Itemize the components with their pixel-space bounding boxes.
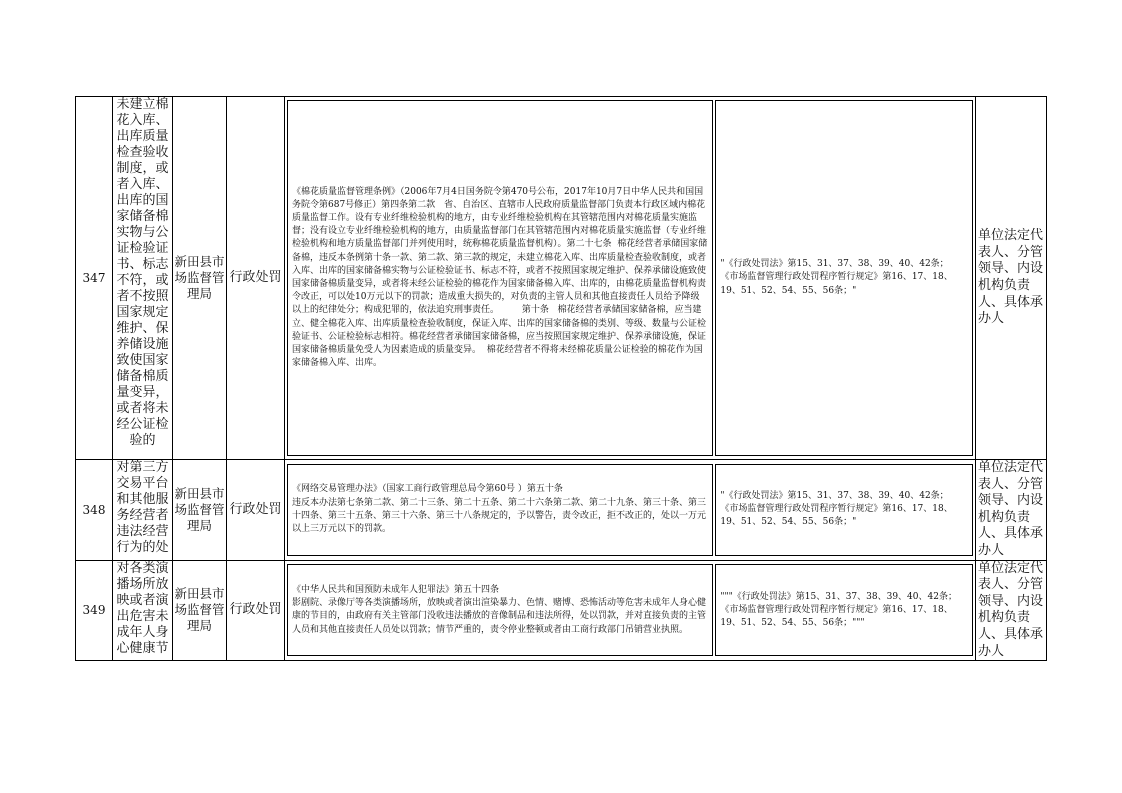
- table-row: [76, 97, 1047, 460]
- row-number: 347: [76, 97, 113, 460]
- action-type: 行政处罚: [227, 460, 285, 561]
- legal-basis: 《棉花质量监督管理条例》（2006年7月4日国务院令第470号公布，2017年10月7日中华人民共和国国务院令第687号修正）第四条第二款 省、自治区、直辖市人民政府质量监督部门负责本行政区域内棉花质量监督工作。设有专业纤维检验机构的地方，由专业纤维检验机构在其管辖范围内对棉花质量实施监督；没有设立专业纤维检验机构的地方，由质量监督部门在其管辖范围内对棉花质量实施监督（专业纤维检验机构和地方质量监督部门并列使用时，统称棉花质量监督机构）。第二十七条 棉花经营者承储国家储备棉，违反本条例第十条一款、第二款、第三款的规定，未建立棉花入库、出库质量检查验收制度，或者入库、出库的国家储备棉实物与公证检验证书、标志不符，或者不按照国家规定维护、保养承储设施致使国家储备棉质量变异，或者将未经公证检验的棉花作为国家储备棉入库、出库的，由棉花质量监督机构责令改正，可以处10万元以下的罚款；造成重大损失的，对负责的主管人员和其他直接责任人员给予降级以上的纪律处分；构成犯罪的，依法追究刑事责任。 第十条 棉花经营者承储国家储备棉，应当建立、健全棉花入库、出库质量检查验收制度，保证入库、出库的国家储备棉的类别、等级、数量与公证检验证书、公证检验标志相符。棉花经营者承储国家储备棉，应当按照国家规定维护、保养承储设施，保证国家储备棉质量免受人为因素造成的质量变异。 棉花经营者不得将未经棉花质量公证检验的棉花作为国家储备棉入库、出库。: [287, 100, 713, 456]
- item-name: 未建立棉花入库、出库质量检查验收制度，或者入库、出库的国家储备棉实物与公证检验证书、标志不符，或者不按照国家规定维护、保养储设施致使国家储备棉质量变异，或者将未经公证检验的: [116, 97, 169, 448]
- responsible-persons: 单位法定代表人、分管领导、内设机构负责人、具体承办人: [976, 97, 1047, 460]
- department: 新田县市场监督管理局: [173, 460, 227, 561]
- row-number: 348: [76, 460, 113, 561]
- legal-basis: 《中华人民共和国预防未成年人犯罪法》第五十四条 影剧院、录像厅等各类演播场所，放映或者演出渲染暴力、色情、赌博、恐怖活动等危害未成年人身心健康的节目的，由政府有关主管部门没收违法播放的音像制品和违法所得，处以罚款，并对直接负责的主管人员和其他直接责任人员处以罚款；情节严重的，责令停业整顿或者由工商行政部门吊销营业执照。: [287, 564, 713, 656]
- item-name-cell: [113, 560, 173, 661]
- enforcement-table: [75, 96, 1047, 661]
- procedure-law: """《行政处罚法》第15、31、37、38、39、40、42条； 《市场监督管理行政处罚程序暂行规定》第16、17、18、19、51、52、54、55、56条；""": [715, 564, 973, 656]
- table-row: [76, 460, 1047, 561]
- item-name: 对第三方交易平台和其他服务经营者违法经营行为的处: [116, 460, 169, 555]
- procedure-law: "《行政处罚法》第15、31、37、38、39、40、42条； 《市场监督管理行政处罚程序暂行规定》第16、17、18、19、51、52、54、55、56条；": [715, 100, 973, 456]
- item-name-cell: [113, 460, 173, 561]
- responsible-persons: 单位法定代表人、分管领导、内设机构负责人、具体承办人: [976, 560, 1047, 661]
- legal-basis: 《网络交易管理办法》（国家工商行政管理总局令第60号 ）第五十条 违反本办法第七条第二款、第二十三条、第二十五条、第二十六条第二款、第二十九条、第三十条、第三十四条、第三十五条、第三十六条、第三十八条规定的，予以警告，责令改正，拒不改正的，处以一万元以上三万元以下的罚款。: [287, 464, 713, 556]
- item-name-cell: [113, 97, 173, 460]
- table-row: [76, 560, 1047, 661]
- basis-law-cell: [285, 97, 976, 460]
- department: 新田县市场监督管理局: [173, 97, 227, 460]
- basis-law-cell: [285, 460, 976, 561]
- responsible-persons: 单位法定代表人、分管领导、内设机构负责人、具体承办人: [976, 460, 1047, 561]
- department: 新田县市场监督管理局: [173, 560, 227, 661]
- row-number: 349: [76, 560, 113, 661]
- action-type: 行政处罚: [227, 97, 285, 460]
- procedure-law: "《行政处罚法》第15、31、37、38、39、40、42条； 《市场监督管理行政处罚程序暂行规定》第16、17、18、19、51、52、54、55、56条；": [715, 464, 973, 556]
- basis-law-cell: [285, 560, 976, 661]
- item-name: 对各类演播场所放映或者演出危害未成年人身心健康节: [116, 560, 169, 656]
- action-type: 行政处罚: [227, 560, 285, 661]
